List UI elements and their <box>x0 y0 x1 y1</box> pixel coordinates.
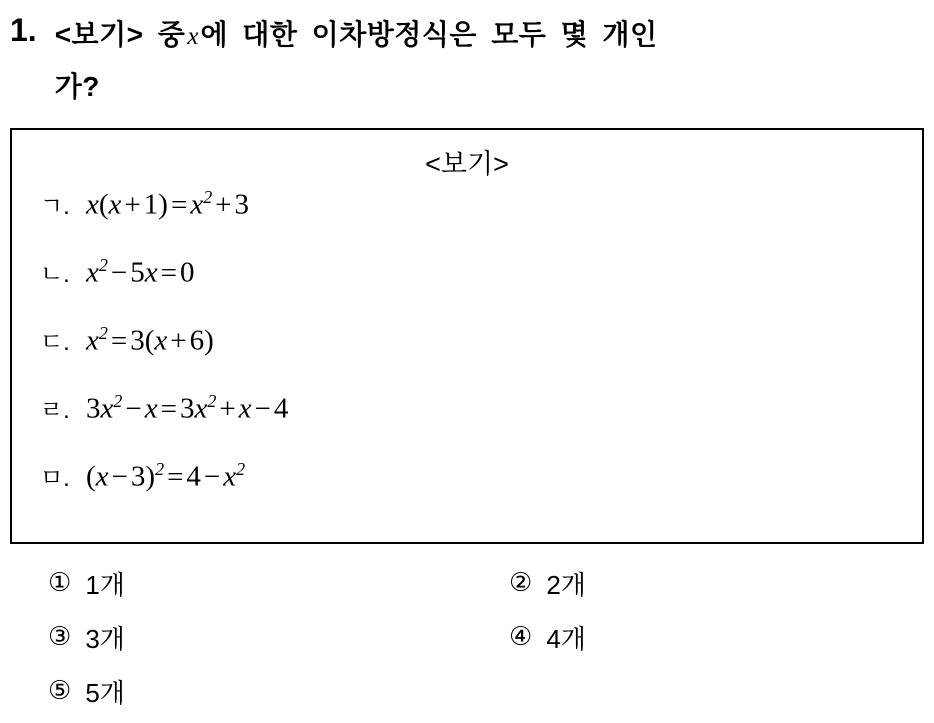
question-text-line2: 가? <box>54 71 100 102</box>
list-item <box>12 390 922 458</box>
list-item <box>12 458 922 526</box>
answer-options <box>0 556 934 718</box>
question-text-part2: 에 대한 이차방정식은 모두 몇 개인 <box>200 19 658 50</box>
item-label: ㄹ. <box>40 397 70 424</box>
list-item <box>12 186 922 254</box>
answer-label: 4개 <box>546 623 586 654</box>
answer-label: 5개 <box>85 677 125 708</box>
answer-option-3[interactable] <box>10 610 467 664</box>
question-number: 1. <box>10 12 37 48</box>
answer-marker: ③ <box>48 622 72 652</box>
item-equation: $3x^2 - x = 3x^2 + x - 4$ <box>86 391 289 425</box>
item-equation: $x^2 - 5x = 0$ <box>86 255 195 289</box>
answer-option-4[interactable] <box>467 610 924 664</box>
bogi-box <box>10 128 924 544</box>
answer-marker: ④ <box>509 622 533 652</box>
answer-label: 1개 <box>85 569 125 600</box>
answer-option-1[interactable] <box>10 556 467 610</box>
item-equation: $x(x + 1) = x^2 + 3$ <box>86 187 250 221</box>
list-item <box>12 254 922 322</box>
item-equation: $(x - 3)^2 = 4 - x^2$ <box>86 459 246 493</box>
question-text <box>55 10 920 112</box>
answer-option-2[interactable] <box>467 556 924 610</box>
question-stem <box>0 0 934 112</box>
item-label: ㄷ. <box>40 329 70 356</box>
bogi-title: <보기> <box>425 149 509 179</box>
item-equation: $x^2 = 3(x + 6)$ <box>86 323 214 357</box>
item-label: ㄱ. <box>40 193 70 220</box>
list-item <box>12 322 922 390</box>
answer-marker: ① <box>48 568 72 598</box>
answer-option-5[interactable] <box>10 664 467 718</box>
answer-marker: ⑤ <box>48 676 72 706</box>
item-label: ㅁ. <box>40 465 70 492</box>
answer-marker: ② <box>509 568 533 598</box>
question-variable: x <box>187 23 199 50</box>
answer-label: 2개 <box>546 569 586 600</box>
item-label: ㄴ. <box>40 261 70 288</box>
answer-label: 3개 <box>85 623 125 654</box>
question-text-part1: <보기> 중 <box>54 19 186 50</box>
